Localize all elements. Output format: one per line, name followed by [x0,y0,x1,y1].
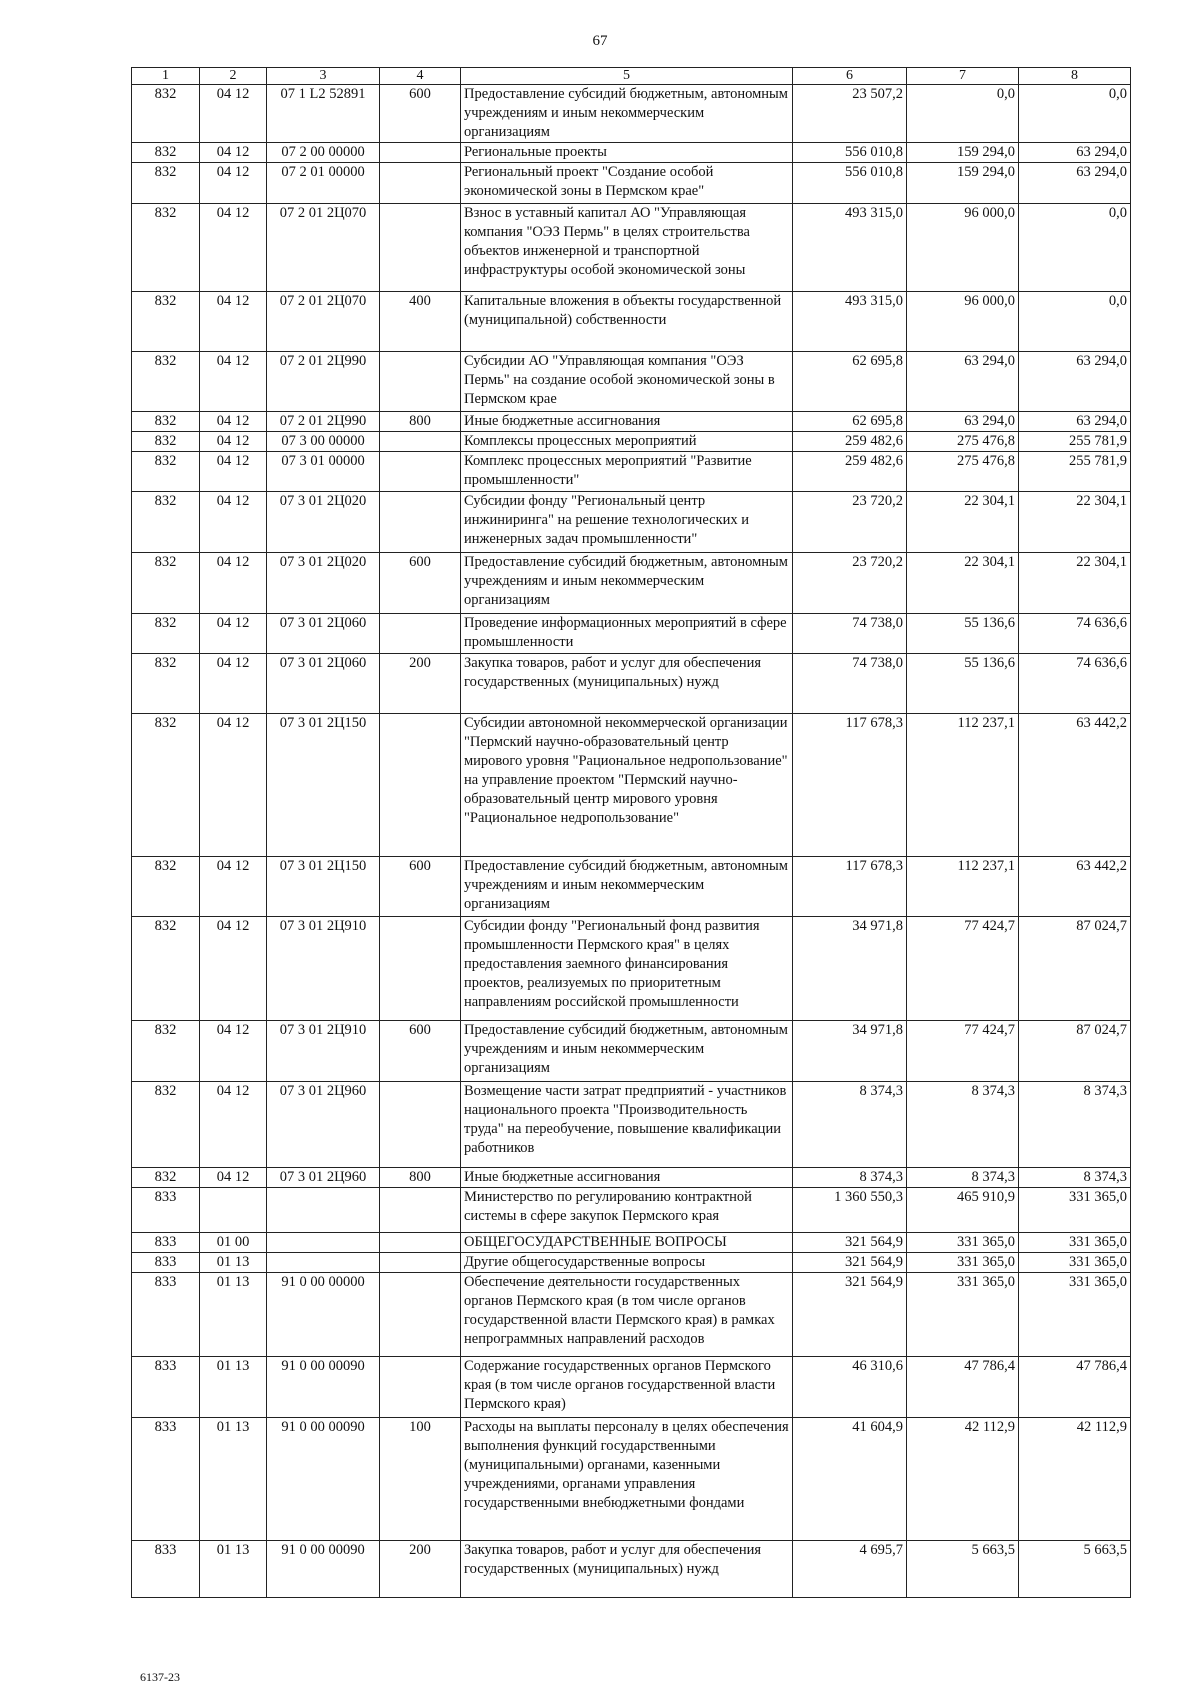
cell-amount-col7: 5 663,5 [907,1541,1019,1598]
cell-admin-code: 832 [132,492,200,553]
cell-target-article [267,1188,380,1233]
cell-admin-code: 832 [132,452,200,492]
cell-amount-col8: 87 024,7 [1019,917,1131,1021]
cell-expense-type: 200 [380,1541,461,1598]
cell-amount-col6: 117 678,3 [793,857,907,917]
cell-target-article: 07 2 01 00000 [267,163,380,204]
cell-description: Возмещение части затрат предприятий - участников национального проекта "Производительность труда" на переобучение, повышение квалификации работников [461,1082,793,1168]
cell-amount-col8: 0,0 [1019,292,1131,352]
cell-expense-type [380,917,461,1021]
column-header-8: 8 [1019,68,1131,85]
cell-target-article: 07 3 01 2Ц060 [267,614,380,654]
cell-amount-col7: 331 365,0 [907,1233,1019,1253]
cell-amount-col6: 493 315,0 [793,204,907,292]
cell-amount-col7: 63 294,0 [907,412,1019,432]
cell-amount-col7: 0,0 [907,85,1019,143]
column-header-3: 3 [267,68,380,85]
table-header-row [132,68,1131,85]
table-row [132,85,1131,143]
page-number: 67 [592,33,608,49]
cell-amount-col7: 77 424,7 [907,917,1019,1021]
cell-admin-code: 833 [132,1418,200,1541]
cell-admin-code: 832 [132,654,200,714]
cell-description: Предоставление субсидий бюджетным, автономным учреждениям и иным некоммерческим организациям [461,85,793,143]
cell-amount-col7: 331 365,0 [907,1253,1019,1273]
cell-amount-col6: 23 507,2 [793,85,907,143]
table-row [132,1188,1131,1233]
cell-expense-type [380,492,461,553]
cell-section-code: 04 12 [200,412,267,432]
cell-amount-col8: 47 786,4 [1019,1357,1131,1418]
cell-expense-type: 600 [380,1021,461,1082]
cell-expense-type [380,1273,461,1357]
cell-amount-col8: 63 294,0 [1019,412,1131,432]
cell-amount-col7: 22 304,1 [907,492,1019,553]
cell-description: Субсидии фонду "Региональный центр инжиниринга" на решение технологических и инженерных задач промышленности" [461,492,793,553]
table-row [132,654,1131,714]
cell-description: Другие общегосударственные вопросы [461,1253,793,1273]
cell-description: Содержание государственных органов Пермского края (в том числе органов государственной власти Пермского края) [461,1357,793,1418]
cell-amount-col6: 74 738,0 [793,614,907,654]
cell-section-code: 04 12 [200,292,267,352]
cell-section-code [200,1188,267,1233]
cell-section-code: 01 13 [200,1273,267,1357]
cell-target-article: 91 0 00 00090 [267,1357,380,1418]
cell-expense-type: 800 [380,1168,461,1188]
cell-amount-col8: 331 365,0 [1019,1273,1131,1357]
cell-target-article: 07 3 01 2Ц960 [267,1082,380,1168]
cell-admin-code: 833 [132,1357,200,1418]
cell-expense-type [380,1253,461,1273]
cell-amount-col8: 63 294,0 [1019,143,1131,163]
cell-amount-col7: 42 112,9 [907,1418,1019,1541]
cell-admin-code: 833 [132,1188,200,1233]
cell-description: Комплексы процессных мероприятий [461,432,793,452]
cell-expense-type [380,1357,461,1418]
cell-description: Субсидии автономной некоммерческой организации "Пермский научно-образовательный центр мирового уровня "Рациональное недропользование" на управление проектом "Пермский научно-образовательный центр мирового уровня "Рациональное недропользование" [461,714,793,857]
cell-expense-type [380,1082,461,1168]
cell-expense-type: 600 [380,857,461,917]
cell-amount-col6: 259 482,6 [793,432,907,452]
cell-target-article: 91 0 00 00090 [267,1541,380,1598]
cell-target-article: 07 2 00 00000 [267,143,380,163]
cell-target-article: 07 3 01 2Ц910 [267,1021,380,1082]
cell-expense-type [380,352,461,412]
cell-amount-col7: 275 476,8 [907,432,1019,452]
cell-amount-col7: 8 374,3 [907,1168,1019,1188]
cell-description: Обеспечение деятельности государственных органов Пермского края (в том числе органов государственной власти Пермского края) в рамках непрограммных направлений расходов [461,1273,793,1357]
cell-target-article: 91 0 00 00000 [267,1273,380,1357]
cell-description: Министерство по регулированию контрактной системы в сфере закупок Пермского края [461,1188,793,1233]
cell-admin-code: 833 [132,1273,200,1357]
cell-expense-type [380,204,461,292]
cell-admin-code: 833 [132,1253,200,1273]
table-row [132,292,1131,352]
cell-section-code: 04 12 [200,1082,267,1168]
cell-description: Закупка товаров, работ и услуг для обеспечения государственных (муниципальных) нужд [461,654,793,714]
cell-section-code: 04 12 [200,452,267,492]
cell-admin-code: 832 [132,352,200,412]
cell-amount-col7: 112 237,1 [907,857,1019,917]
cell-amount-col8: 8 374,3 [1019,1168,1131,1188]
cell-amount-col8: 255 781,9 [1019,452,1131,492]
cell-amount-col8: 63 442,2 [1019,714,1131,857]
cell-section-code: 04 12 [200,143,267,163]
column-header-5: 5 [461,68,793,85]
table-row [132,1418,1131,1541]
cell-description: Предоставление субсидий бюджетным, автономным учреждениям и иным некоммерческим организациям [461,1021,793,1082]
cell-admin-code: 832 [132,714,200,857]
cell-amount-col7: 331 365,0 [907,1273,1019,1357]
column-header-1: 1 [132,68,200,85]
cell-description: Региональные проекты [461,143,793,163]
cell-amount-col6: 8 374,3 [793,1082,907,1168]
cell-amount-col6: 41 604,9 [793,1418,907,1541]
cell-amount-col8: 87 024,7 [1019,1021,1131,1082]
column-header-6: 6 [793,68,907,85]
cell-section-code: 04 12 [200,85,267,143]
cell-amount-col6: 8 374,3 [793,1168,907,1188]
cell-admin-code: 833 [132,1233,200,1253]
table-row [132,492,1131,553]
cell-expense-type [380,714,461,857]
cell-amount-col7: 55 136,6 [907,654,1019,714]
cell-amount-col6: 23 720,2 [793,492,907,553]
cell-amount-col6: 23 720,2 [793,553,907,614]
cell-expense-type [380,614,461,654]
cell-expense-type [380,143,461,163]
cell-target-article [267,1253,380,1273]
cell-amount-col8: 5 663,5 [1019,1541,1131,1598]
cell-target-article: 07 3 00 00000 [267,432,380,452]
cell-admin-code: 832 [132,204,200,292]
table-row [132,1168,1131,1188]
cell-amount-col8: 42 112,9 [1019,1418,1131,1541]
cell-target-article: 07 2 01 2Ц070 [267,204,380,292]
table-row [132,857,1131,917]
cell-section-code: 04 12 [200,1021,267,1082]
cell-section-code: 01 13 [200,1418,267,1541]
cell-admin-code: 832 [132,553,200,614]
cell-description: Расходы на выплаты персоналу в целях обеспечения выполнения функций государственными (муниципальными) органами, казенными учреждениями, органами управления государственными внебюджетными фондами [461,1418,793,1541]
cell-amount-col8: 8 374,3 [1019,1082,1131,1168]
table-row [132,917,1131,1021]
cell-amount-col7: 275 476,8 [907,452,1019,492]
cell-admin-code: 832 [132,163,200,204]
table-row [132,1082,1131,1168]
cell-expense-type [380,432,461,452]
cell-admin-code: 832 [132,412,200,432]
cell-expense-type [380,1233,461,1253]
cell-amount-col7: 159 294,0 [907,163,1019,204]
cell-description: Региональный проект "Создание особой экономической зоны в Пермском крае" [461,163,793,204]
cell-admin-code: 832 [132,1168,200,1188]
cell-admin-code: 832 [132,917,200,1021]
cell-amount-col6: 34 971,8 [793,1021,907,1082]
column-header-4: 4 [380,68,461,85]
cell-amount-col6: 259 482,6 [793,452,907,492]
cell-amount-col8: 63 294,0 [1019,352,1131,412]
cell-expense-type: 200 [380,654,461,714]
column-header-2: 2 [200,68,267,85]
cell-section-code: 01 13 [200,1357,267,1418]
cell-section-code: 01 13 [200,1253,267,1273]
cell-description: Взнос в уставный капитал АО "Управляющая компания "ОЭЗ Пермь" в целях строительства объектов инженерной и транспортной инфраструктуры особой экономической зоны [461,204,793,292]
cell-amount-col6: 493 315,0 [793,292,907,352]
cell-target-article: 91 0 00 00090 [267,1418,380,1541]
cell-admin-code: 832 [132,857,200,917]
cell-expense-type: 400 [380,292,461,352]
table-row [132,553,1131,614]
cell-amount-col8: 331 365,0 [1019,1188,1131,1233]
cell-description: Предоставление субсидий бюджетным, автономным учреждениям и иным некоммерческим организациям [461,857,793,917]
table-row [132,1541,1131,1598]
table-row [132,452,1131,492]
cell-amount-col7: 465 910,9 [907,1188,1019,1233]
cell-target-article: 07 3 01 2Ц910 [267,917,380,1021]
cell-expense-type: 100 [380,1418,461,1541]
cell-amount-col7: 22 304,1 [907,553,1019,614]
cell-description: Закупка товаров, работ и услуг для обеспечения государственных (муниципальных) нужд [461,1541,793,1598]
cell-description: Иные бюджетные ассигнования [461,412,793,432]
cell-amount-col6: 46 310,6 [793,1357,907,1418]
table-row [132,432,1131,452]
cell-amount-col7: 96 000,0 [907,292,1019,352]
cell-amount-col8: 22 304,1 [1019,492,1131,553]
cell-amount-col8: 0,0 [1019,85,1131,143]
cell-target-article: 07 1 L2 52891 [267,85,380,143]
budget-table [131,67,1131,1598]
cell-amount-col6: 321 564,9 [793,1273,907,1357]
cell-section-code: 01 13 [200,1541,267,1598]
cell-admin-code: 832 [132,143,200,163]
cell-amount-col6: 556 010,8 [793,163,907,204]
footer-code: 6137-23 [140,1670,180,1684]
cell-amount-col6: 62 695,8 [793,352,907,412]
cell-expense-type [380,163,461,204]
cell-target-article: 07 3 01 2Ц060 [267,654,380,714]
cell-target-article: 07 2 01 2Ц990 [267,412,380,432]
cell-section-code: 04 12 [200,553,267,614]
cell-expense-type [380,452,461,492]
cell-amount-col8: 74 636,6 [1019,654,1131,714]
cell-amount-col8: 22 304,1 [1019,553,1131,614]
cell-amount-col6: 4 695,7 [793,1541,907,1598]
cell-target-article: 07 3 01 2Ц150 [267,857,380,917]
cell-amount-col6: 321 564,9 [793,1233,907,1253]
table-row [132,1357,1131,1418]
table-row [132,412,1131,432]
cell-amount-col7: 55 136,6 [907,614,1019,654]
cell-expense-type: 600 [380,85,461,143]
cell-target-article: 07 3 01 2Ц150 [267,714,380,857]
cell-admin-code: 832 [132,614,200,654]
cell-target-article: 07 3 01 00000 [267,452,380,492]
cell-admin-code: 832 [132,85,200,143]
table-row [132,352,1131,412]
cell-amount-col8: 0,0 [1019,204,1131,292]
cell-description: Проведение информационных мероприятий в сфере промышленности [461,614,793,654]
cell-expense-type: 600 [380,553,461,614]
cell-amount-col6: 556 010,8 [793,143,907,163]
cell-section-code: 04 12 [200,857,267,917]
cell-admin-code: 832 [132,292,200,352]
cell-target-article: 07 2 01 2Ц070 [267,292,380,352]
cell-expense-type [380,1188,461,1233]
cell-amount-col6: 62 695,8 [793,412,907,432]
table-row [132,1021,1131,1082]
cell-amount-col7: 63 294,0 [907,352,1019,412]
cell-target-article: 07 3 01 2Ц020 [267,553,380,614]
table-body [132,85,1131,1598]
cell-section-code: 04 12 [200,163,267,204]
cell-section-code: 04 12 [200,352,267,412]
cell-admin-code: 832 [132,432,200,452]
cell-description: Комплекс процессных мероприятий "Развитие промышленности" [461,452,793,492]
cell-section-code: 04 12 [200,432,267,452]
cell-description: Предоставление субсидий бюджетным, автономным учреждениям и иным некоммерческим организациям [461,553,793,614]
cell-amount-col6: 74 738,0 [793,654,907,714]
table-row [132,1273,1131,1357]
cell-amount-col7: 8 374,3 [907,1082,1019,1168]
table-row [132,1233,1131,1253]
table-row [132,714,1131,857]
cell-description: Иные бюджетные ассигнования [461,1168,793,1188]
table-row [132,614,1131,654]
cell-amount-col6: 1 360 550,3 [793,1188,907,1233]
column-header-7: 7 [907,68,1019,85]
cell-description: ОБЩЕГОСУДАРСТВЕННЫЕ ВОПРОСЫ [461,1233,793,1253]
cell-amount-col8: 63 442,2 [1019,857,1131,917]
cell-amount-col8: 331 365,0 [1019,1253,1131,1273]
cell-description: Капитальные вложения в объекты государственной (муниципальной) собственности [461,292,793,352]
table-row [132,143,1131,163]
cell-amount-col8: 331 365,0 [1019,1233,1131,1253]
cell-amount-col8: 255 781,9 [1019,432,1131,452]
cell-section-code: 04 12 [200,1168,267,1188]
table-row [132,163,1131,204]
cell-expense-type: 800 [380,412,461,432]
cell-section-code: 01 00 [200,1233,267,1253]
cell-amount-col7: 112 237,1 [907,714,1019,857]
cell-section-code: 04 12 [200,714,267,857]
cell-admin-code: 833 [132,1541,200,1598]
cell-target-article: 07 3 01 2Ц960 [267,1168,380,1188]
cell-target-article: 07 2 01 2Ц990 [267,352,380,412]
cell-section-code: 04 12 [200,614,267,654]
table-row [132,204,1131,292]
table-row [132,1253,1131,1273]
cell-target-article [267,1233,380,1253]
cell-amount-col8: 63 294,0 [1019,163,1131,204]
cell-section-code: 04 12 [200,204,267,292]
cell-amount-col8: 74 636,6 [1019,614,1131,654]
cell-amount-col7: 159 294,0 [907,143,1019,163]
cell-amount-col7: 96 000,0 [907,204,1019,292]
cell-section-code: 04 12 [200,492,267,553]
cell-section-code: 04 12 [200,917,267,1021]
cell-section-code: 04 12 [200,654,267,714]
cell-admin-code: 832 [132,1082,200,1168]
cell-amount-col7: 47 786,4 [907,1357,1019,1418]
cell-amount-col6: 117 678,3 [793,714,907,857]
cell-amount-col7: 77 424,7 [907,1021,1019,1082]
cell-amount-col6: 34 971,8 [793,917,907,1021]
cell-amount-col6: 321 564,9 [793,1253,907,1273]
cell-description: Субсидии фонду "Региональный фонд развития промышленности Пермского края" в целях предоставления заемного финансирования проектов, реализуемых по приоритетным направлениям российской промышленности [461,917,793,1021]
cell-admin-code: 832 [132,1021,200,1082]
cell-target-article: 07 3 01 2Ц020 [267,492,380,553]
cell-description: Субсидии АО "Управляющая компания "ОЭЗ Пермь" на создание особой экономической зоны в Пермском крае [461,352,793,412]
